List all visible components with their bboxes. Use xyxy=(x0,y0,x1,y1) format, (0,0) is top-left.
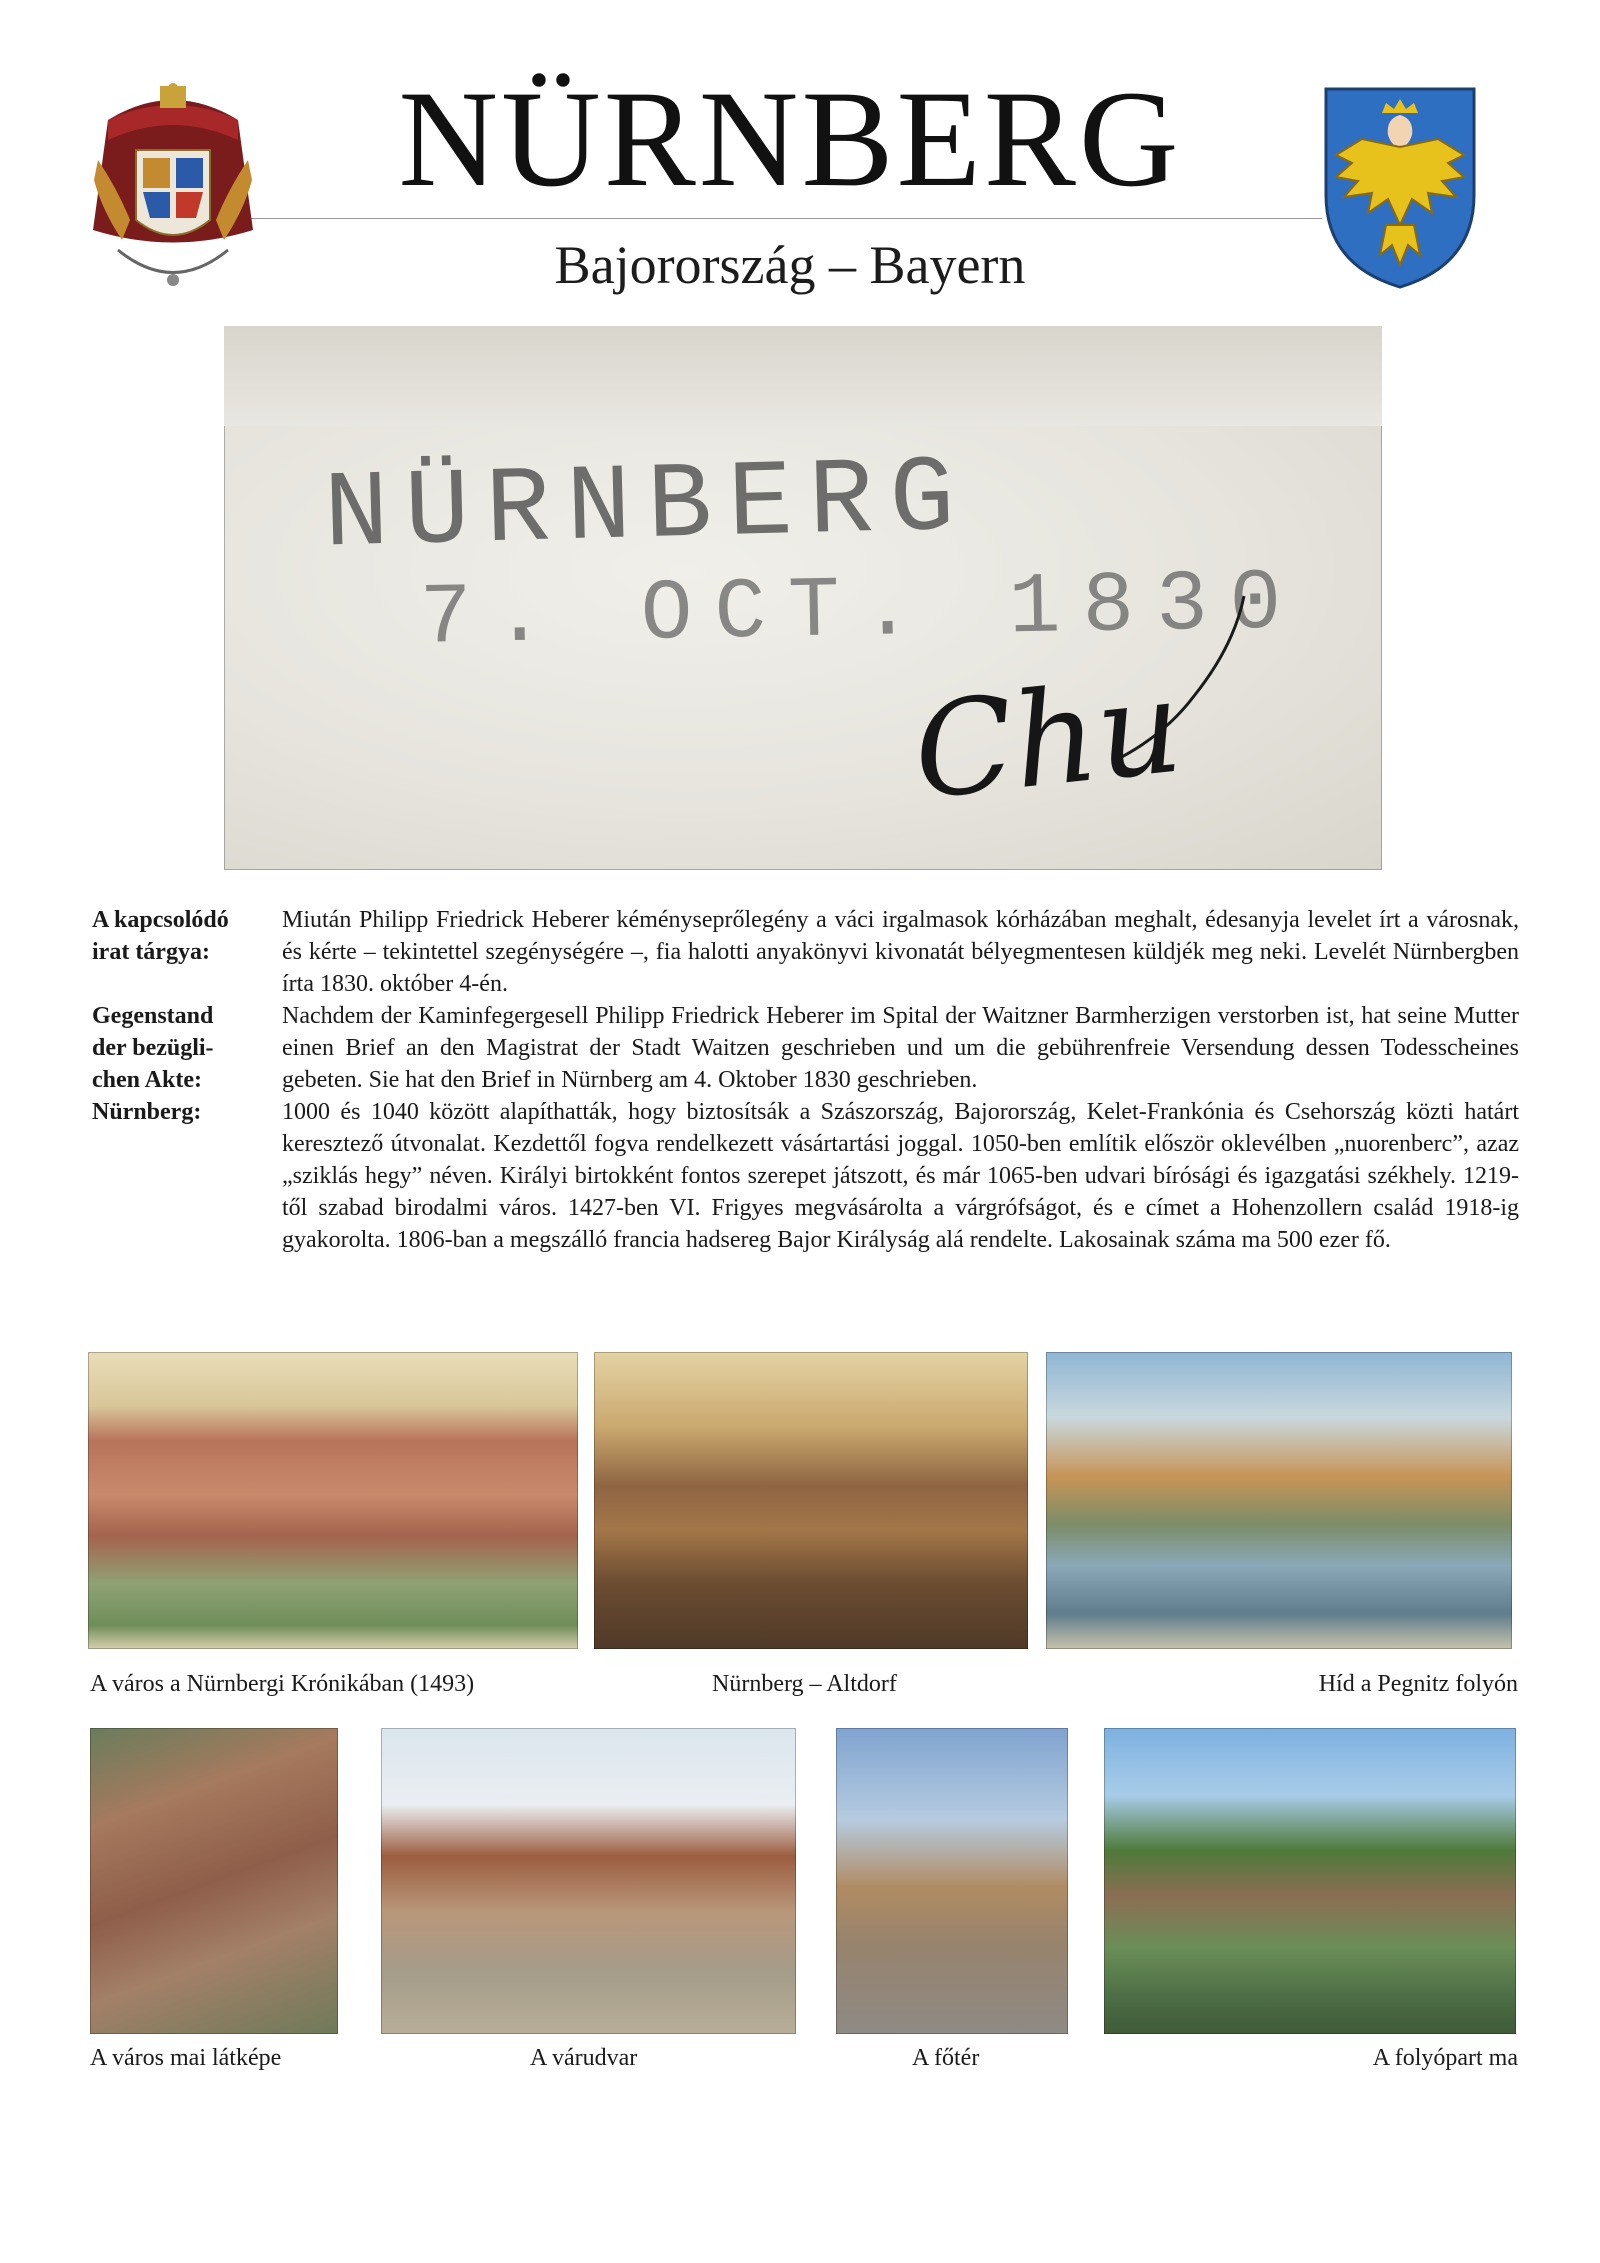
label-subject-de-line1: Gegenstand xyxy=(92,1003,214,1029)
caption-aerial: A város mai látképe xyxy=(90,2045,282,2071)
paragraph-city-history: 1000 és 1040 között alapíthatták, hogy biztosítsák a Szászország, Bajorország, Kelet-Frankónia és Csehország közti határt keresztező útvonalat. Kezdettől fogva rendelkezett vásártartási joggal. 1050-ben említik először oklevélben „nuorenberc”, azaz „sziklás hegy” néven. Királyi birtokként fontos szerepet játszott, és már 1065-ben udvari bírósági és igazgatási székhely. 1219-től szabad birodalmi város. 1427-ben VI. Frigyes megvásárolta a várgrófságot, és e címet a Hohenzollern család 1918-ig gyakorolta. 1806-ban a megszálló francia hadsereg Bajor Királyság alá rendelte. Lakosainak száma ma 500 ezer fő. xyxy=(282,1099,1519,1253)
body-text xyxy=(282,904,1519,1256)
label-subject-de-line3: chen Akte: xyxy=(92,1067,202,1093)
label-column xyxy=(92,904,282,1128)
caption-courtyard: A várudvar xyxy=(530,2045,638,2071)
photo-chronicle-city-view xyxy=(88,1352,578,1649)
photo-pegnitz-bridge xyxy=(1046,1352,1512,1649)
paragraph-hungarian: Miután Philipp Friedrick Heberer kéményseprőlegény a váci irgalmasok kórházában meghalt, édesanyja levelet írt a városnak, és kérte – tekintettel szegénységére –, fia halotti anyakönyvi kivonatát bélyegmentesen küldjék meg neki. Levelét Nürnbergben írta 1830. október 4-én. xyxy=(282,907,1519,997)
photo-riverside xyxy=(1104,1728,1516,2034)
handwritten-signature: Chu xyxy=(906,649,1189,829)
paragraph-german: Nachdem der Kaminfegergesell Philipp Friedrick Heberer im Spital der Waitzner Barmherzigen verstorben ist, hat seine Mutter einen Brief an den Magistrat der Stadt Waitzen geschrieben und um die gebührenfreie Versendung dessen Todesscheines gebeten. Sie hat den Brief in Nürnberg am 4. Oktober 1830 geschrieben. xyxy=(282,1003,1519,1093)
paper-fold xyxy=(224,326,1382,426)
label-city: Nürnberg: xyxy=(92,1099,202,1125)
photo-castle-courtyard xyxy=(381,1728,796,2034)
postmark-town: NÜRNBERG xyxy=(322,438,972,578)
bavarian-coat-of-arms-icon xyxy=(88,80,258,300)
photo-altdorf xyxy=(594,1352,1028,1649)
photo-aerial-view xyxy=(90,1728,338,2034)
nurnberg-city-coat-of-arms-icon xyxy=(1322,85,1478,291)
title-divider xyxy=(250,218,1322,219)
label-subject-de-line2: der bezügli- xyxy=(92,1035,214,1061)
caption-riverside: A folyópart ma xyxy=(1372,2045,1518,2071)
page-title: NÜRNBERG xyxy=(398,62,1182,215)
photo-main-square xyxy=(836,1728,1068,2034)
caption-chronicle: A város a Nürnbergi Krónikában (1493) xyxy=(90,1671,475,1697)
label-subject-hu-line2: irat tárgya: xyxy=(92,939,210,965)
caption-main-square: A főtér xyxy=(912,2045,980,2071)
caption-altdorf: Nürnberg – Altdorf xyxy=(712,1671,897,1697)
label-subject-hu-line1: A kapcsolódó xyxy=(92,907,229,933)
postmark-image xyxy=(224,326,1382,870)
postmark-date: 7. OCT. 1830 xyxy=(419,554,1305,668)
caption-bridge: Híd a Pegnitz folyón xyxy=(1318,1671,1518,1697)
page-subtitle: Bajorország – Bayern xyxy=(554,235,1026,295)
